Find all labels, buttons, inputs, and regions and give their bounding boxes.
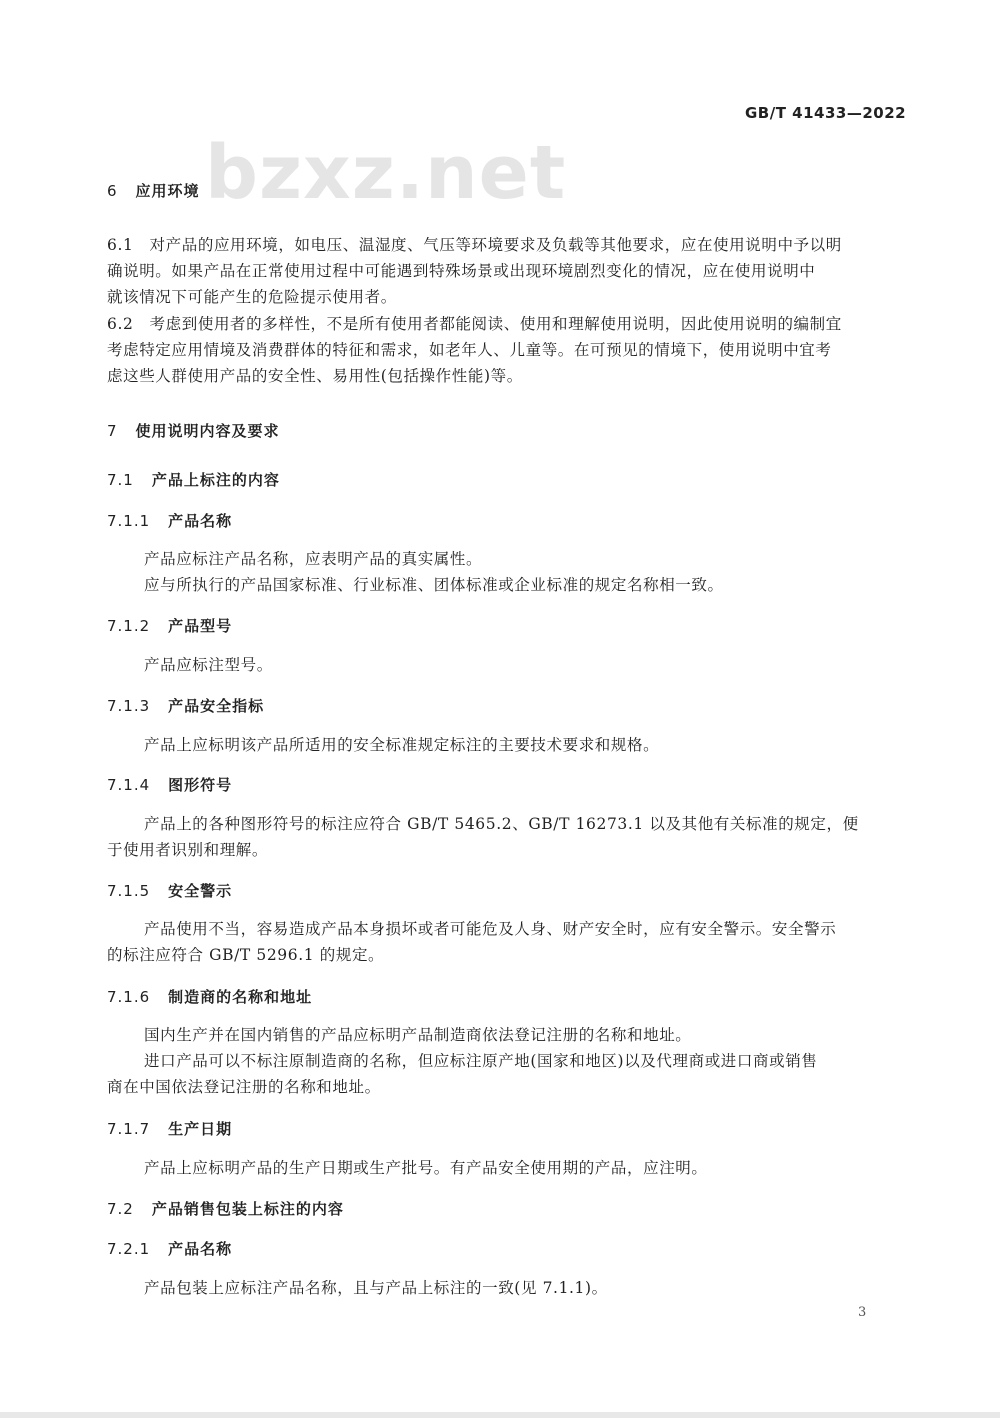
section-7-1-6-heading xyxy=(107,986,312,1007)
section-title: 产品名称 xyxy=(168,512,233,530)
section-7-heading xyxy=(107,420,280,441)
para-7-1-5-line-1: 产品使用不当，容易造成产品本身损坏或者可能危及人身、财产安全时，应有安全警示。安全警示 xyxy=(144,920,837,938)
para-7-1-6-line-2: 进口产品可以不标注原制造商的名称，但应标注原产地(国家和地区)以及代理商或进口商或销售 xyxy=(144,1052,818,1070)
section-title: 生产日期 xyxy=(168,1120,233,1138)
para-7-1-6-line-1: 国内生产并在国内销售的产品应标明产品制造商依法登记注册的名称和地址。 xyxy=(144,1026,692,1044)
section-number: 7.2 xyxy=(107,1200,134,1218)
page-number: 3 xyxy=(858,1305,867,1320)
para-7-1-4-line-1: 产品上的各种图形符号的标注应符合 GB/T 5465.2、GB/T 16273.1 以及其他有关标准的规定，便 xyxy=(144,815,859,833)
para-6-2-line-1: 6.2 考虑到使用者的多样性，不是所有使用者都能阅读、使用和理解使用说明，因此使用说明的编制宜 xyxy=(107,315,842,333)
para-7-1-1-line-2: 应与所执行的产品国家标准、行业标准、团体标准或企业标准的规定名称相一致。 xyxy=(144,576,724,594)
section-number: 7.1.6 xyxy=(107,988,151,1006)
section-7-1-4-heading xyxy=(107,774,232,795)
section-title: 产品安全指标 xyxy=(168,697,265,715)
section-title: 产品销售包装上标注的内容 xyxy=(151,1200,344,1218)
para-7-1-4-line-2: 于使用者识别和理解。 xyxy=(107,841,269,859)
section-number: 7.1.1 xyxy=(107,512,151,530)
para-6-2-line-2: 考虑特定应用情境及消费群体的特征和需求，如老年人、儿童等。在可预见的情境下，使用说明中宜考 xyxy=(107,341,832,359)
section-7-1-3-heading xyxy=(107,695,264,716)
section-7-1-heading xyxy=(107,469,280,490)
section-title: 制造商的名称和地址 xyxy=(168,988,313,1006)
section-title: 产品上标注的内容 xyxy=(151,471,280,489)
para-7-1-1-line-1: 产品应标注产品名称，应表明产品的真实属性。 xyxy=(144,550,483,568)
section-number: 7.1.5 xyxy=(107,882,151,900)
para-6-1-line-3: 就该情况下可能产生的危险提示使用者。 xyxy=(107,288,397,306)
standard-code-header: GB/T 41433—2022 xyxy=(745,104,907,122)
section-7-2-1-heading xyxy=(107,1238,232,1259)
watermark: bzxz.net xyxy=(205,130,567,216)
section-number: 7 xyxy=(107,422,118,440)
section-number: 6 xyxy=(107,182,118,200)
section-number: 7.2.1 xyxy=(107,1240,151,1258)
section-title: 图形符号 xyxy=(168,776,233,794)
section-7-1-5-heading xyxy=(107,880,232,901)
section-number: 7.1.7 xyxy=(107,1120,151,1138)
para-6-1-line-1: 6.1 对产品的应用环境，如电压、温湿度、气压等环境要求及负载等其他要求，应在使用说明中予以明 xyxy=(107,236,842,254)
para-7-1-6-line-3: 商在中国依法登记注册的名称和地址。 xyxy=(107,1078,381,1096)
section-7-1-1-heading xyxy=(107,510,232,531)
para-7-1-7-line-1: 产品上应标明产品的生产日期或生产批号。有产品安全使用期的产品，应注明。 xyxy=(144,1159,708,1177)
section-7-1-2-heading xyxy=(107,615,232,636)
page-bottom-edge xyxy=(0,1412,1000,1418)
section-title: 使用说明内容及要求 xyxy=(135,422,280,440)
para-7-1-5-line-2: 的标注应符合 GB/T 5296.1 的规定。 xyxy=(107,946,385,964)
section-title: 安全警示 xyxy=(168,882,233,900)
section-title: 产品型号 xyxy=(168,617,233,635)
section-title: 应用环境 xyxy=(135,182,200,200)
para-7-1-2-line-1: 产品应标注型号。 xyxy=(144,656,273,674)
section-number: 7.1.4 xyxy=(107,776,151,794)
para-6-1-line-2: 确说明。如果产品在正常使用过程中可能遇到特殊场景或出现环境剧烈变化的情况，应在使用说明中 xyxy=(107,262,816,280)
section-number: 7.1.2 xyxy=(107,617,151,635)
para-7-1-3-line-1: 产品上应标明该产品所适用的安全标准规定标注的主要技术要求和规格。 xyxy=(144,736,660,754)
section-7-1-7-heading xyxy=(107,1118,232,1139)
section-number: 7.1 xyxy=(107,471,134,489)
para-7-2-1-line-1: 产品包装上应标注产品名称，且与产品上标注的一致(见 7.1.1)。 xyxy=(144,1279,608,1297)
section-number: 7.1.3 xyxy=(107,697,151,715)
section-6-heading xyxy=(107,180,200,201)
section-title: 产品名称 xyxy=(168,1240,233,1258)
section-7-2-heading xyxy=(107,1198,344,1219)
para-6-2-line-3: 虑这些人群使用产品的安全性、易用性(包括操作性能)等。 xyxy=(107,367,523,385)
